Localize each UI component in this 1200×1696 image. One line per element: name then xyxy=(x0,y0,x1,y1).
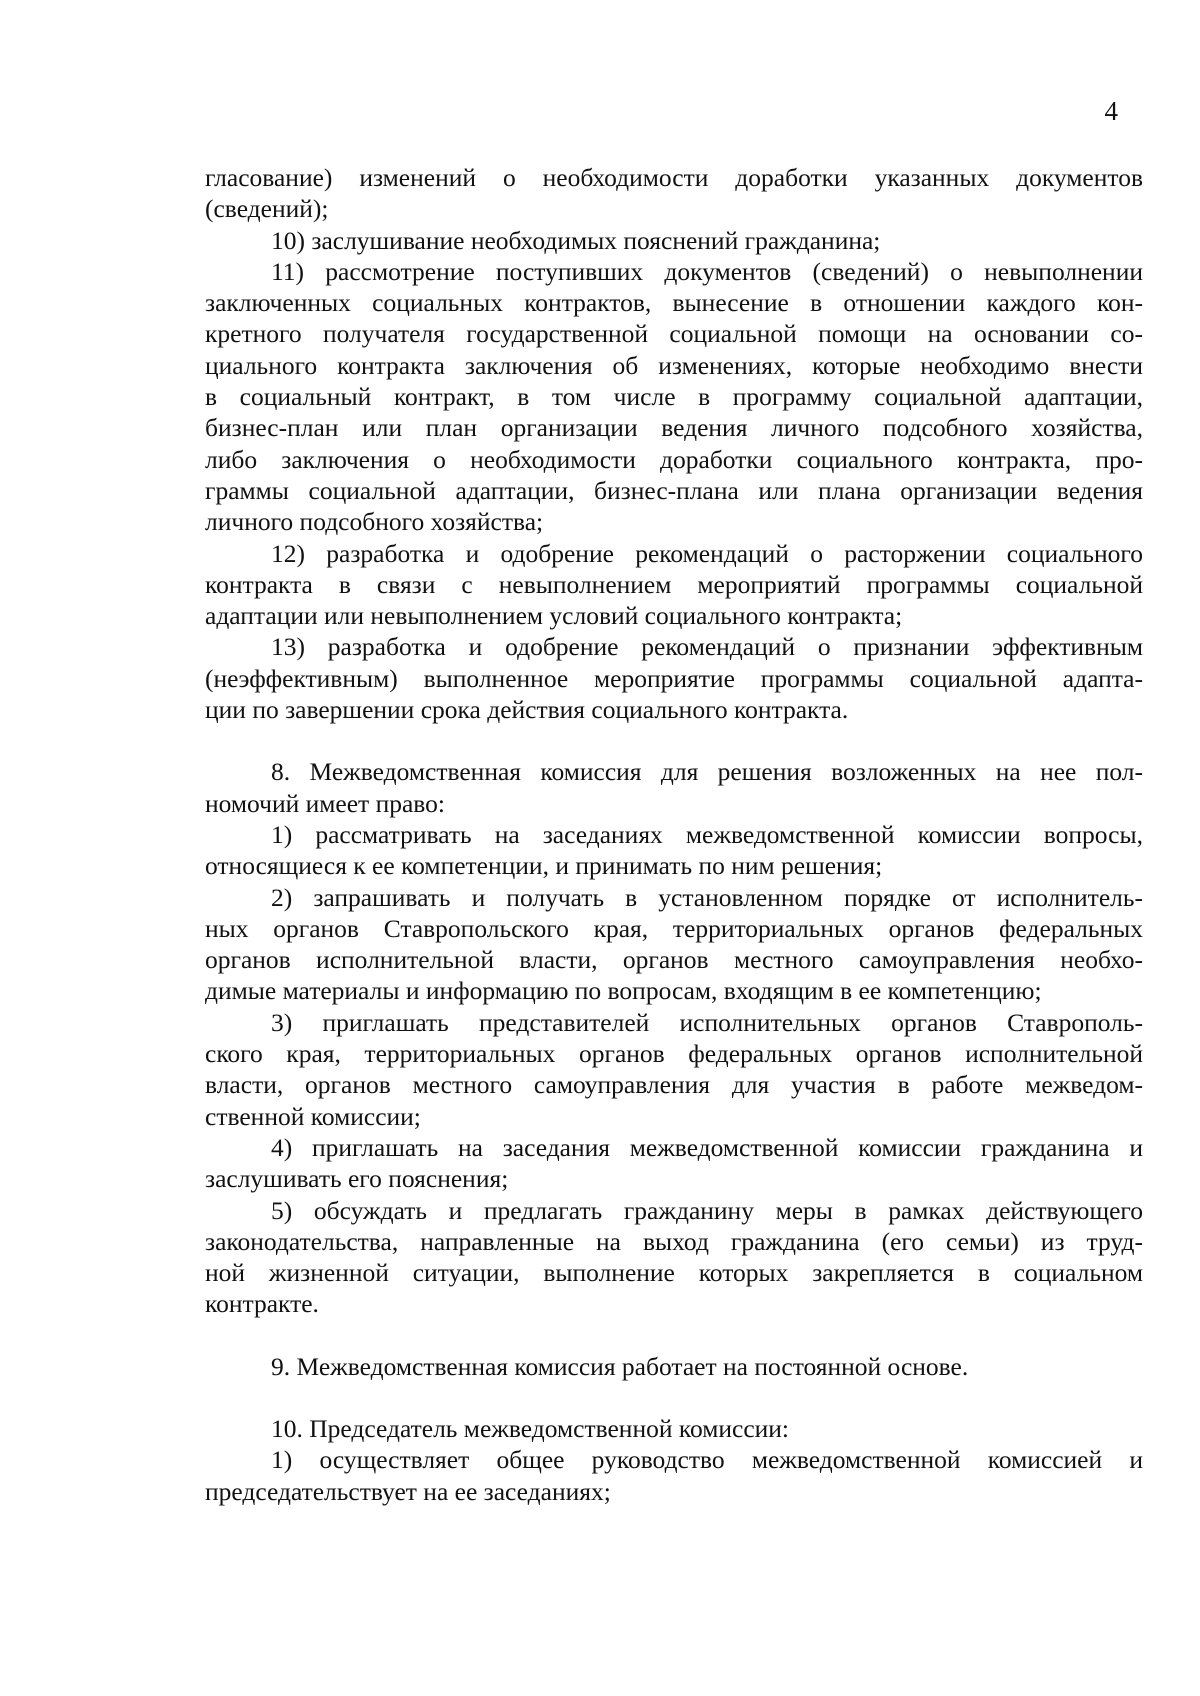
text-line: ского края, территориальных органов федеральных органов исполнительной xyxy=(205,1039,1143,1069)
text-line: 10. Председатель межведомственной комиссии: xyxy=(271,1413,790,1443)
section-10-heading-paragraph xyxy=(205,1413,1143,1444)
text-line: 1) осуществляет общее руководство межведомственной комиссией и xyxy=(271,1445,1143,1475)
text-line: ных органов Ставропольского края, территориальных органов федеральных xyxy=(205,913,1143,943)
paragraph-item-11 xyxy=(205,256,1143,538)
text-line: (сведений); xyxy=(205,194,329,224)
text-line: органов исполнительной власти, органов местного самоуправления необхо- xyxy=(205,945,1143,975)
text-line: 9. Межведомственная комиссия работает на постоянной основе. xyxy=(271,1351,969,1381)
text-line: граммы социальной адаптации, бизнес-плана или плана организации ведения xyxy=(205,475,1143,505)
text-line: контракте. xyxy=(205,1289,319,1319)
paragraph-item-13 xyxy=(205,631,1143,725)
text-line: 10) заслушивание необходимых пояснений гражданина; xyxy=(271,225,881,255)
text-line: 3) приглашать представителей исполнительных органов Ставрополь- xyxy=(271,1007,1143,1037)
page-number: 4 xyxy=(1104,96,1118,126)
paragraph-gap xyxy=(205,1382,1143,1413)
section-8-item-2 xyxy=(205,882,1143,1007)
text-line: 11) рассмотрение поступивших документов (сведений) о невыполнении xyxy=(271,256,1143,286)
text-line: власти, органов местного самоуправления для участия в работе межведом- xyxy=(205,1070,1143,1100)
text-line: 5) обсуждать и предлагать гражданину меры в рамках действующего xyxy=(271,1195,1143,1225)
text-line: циального контракта заключения об изменениях, которые необходимо внести xyxy=(205,350,1143,380)
section-8-item-3 xyxy=(205,1007,1143,1132)
paragraph-continuation xyxy=(205,162,1143,225)
text-line: заслушивать его пояснения; xyxy=(205,1164,509,1194)
document-body xyxy=(205,162,1143,1507)
paragraph-item-12 xyxy=(205,538,1143,632)
text-line: 12) разработка и одобрение рекомендаций о расторжении социального xyxy=(271,538,1143,568)
text-line: ной жизненной ситуации, выполнение которых закрепляется в социальном xyxy=(205,1258,1143,1288)
text-line: адаптации или невыполнением условий социального контракта; xyxy=(205,601,903,631)
section-8-item-4 xyxy=(205,1132,1143,1195)
text-line: кретного получателя государственной социальной помощи на основании со- xyxy=(205,319,1143,349)
text-line: 4) приглашать на заседания межведомственной комиссии гражданина и xyxy=(271,1132,1143,1162)
text-line: бизнес-план или план организации ведения личного подсобного хозяйства, xyxy=(205,413,1143,443)
text-line: димые материалы и информацию по вопросам, входящим в ее компетенцию; xyxy=(205,976,1042,1006)
section-10-item-1 xyxy=(205,1444,1143,1507)
text-line: номочий имеет право: xyxy=(205,788,445,818)
paragraph-gap xyxy=(205,725,1143,756)
text-line: (неэффективным) выполненное мероприятие программы социальной адапта- xyxy=(205,663,1143,693)
text-line: либо заключения о необходимости доработки социального контракта, про- xyxy=(205,444,1143,474)
text-line: 13) разработка и одобрение рекомендаций о признании эффективным xyxy=(271,632,1143,662)
section-8-heading-paragraph xyxy=(205,756,1143,819)
text-line: 1) рассматривать на заседаниях межведомственной комиссии вопросы, xyxy=(271,819,1143,849)
section-8-item-1 xyxy=(205,819,1143,882)
paragraph-gap xyxy=(205,1320,1143,1351)
section-8-item-5 xyxy=(205,1195,1143,1320)
text-line: в социальный контракт, в том числе в программу социальной адаптации, xyxy=(205,382,1143,412)
text-line: личного подсобного хозяйства; xyxy=(205,507,544,537)
text-line: председательствует на ее заседаниях; xyxy=(205,1476,611,1506)
text-line: контракта в связи с невыполнением мероприятий программы социальной xyxy=(205,569,1143,599)
text-line: ственной комиссии; xyxy=(205,1101,421,1131)
text-line: 8. Межведомственная комиссия для решения возложенных на нее пол- xyxy=(271,757,1143,787)
text-line: 2) запрашивать и получать в установленном порядке от исполнитель- xyxy=(271,882,1143,912)
text-line: законодательства, направленные на выход гражданина (его семьи) из труд- xyxy=(205,1226,1143,1256)
text-line: заключенных социальных контрактов, вынесение в отношении каждого кон- xyxy=(205,288,1143,318)
text-line: ции по завершении срока действия социального контракта. xyxy=(205,695,849,725)
text-line: гласование) изменений о необходимости доработки указанных документов xyxy=(205,163,1143,192)
text-line: относящиеся к ее компетенции, и принимать по ним решения; xyxy=(205,851,883,881)
paragraph-item-10 xyxy=(205,225,1143,256)
section-9-paragraph xyxy=(205,1351,1143,1382)
